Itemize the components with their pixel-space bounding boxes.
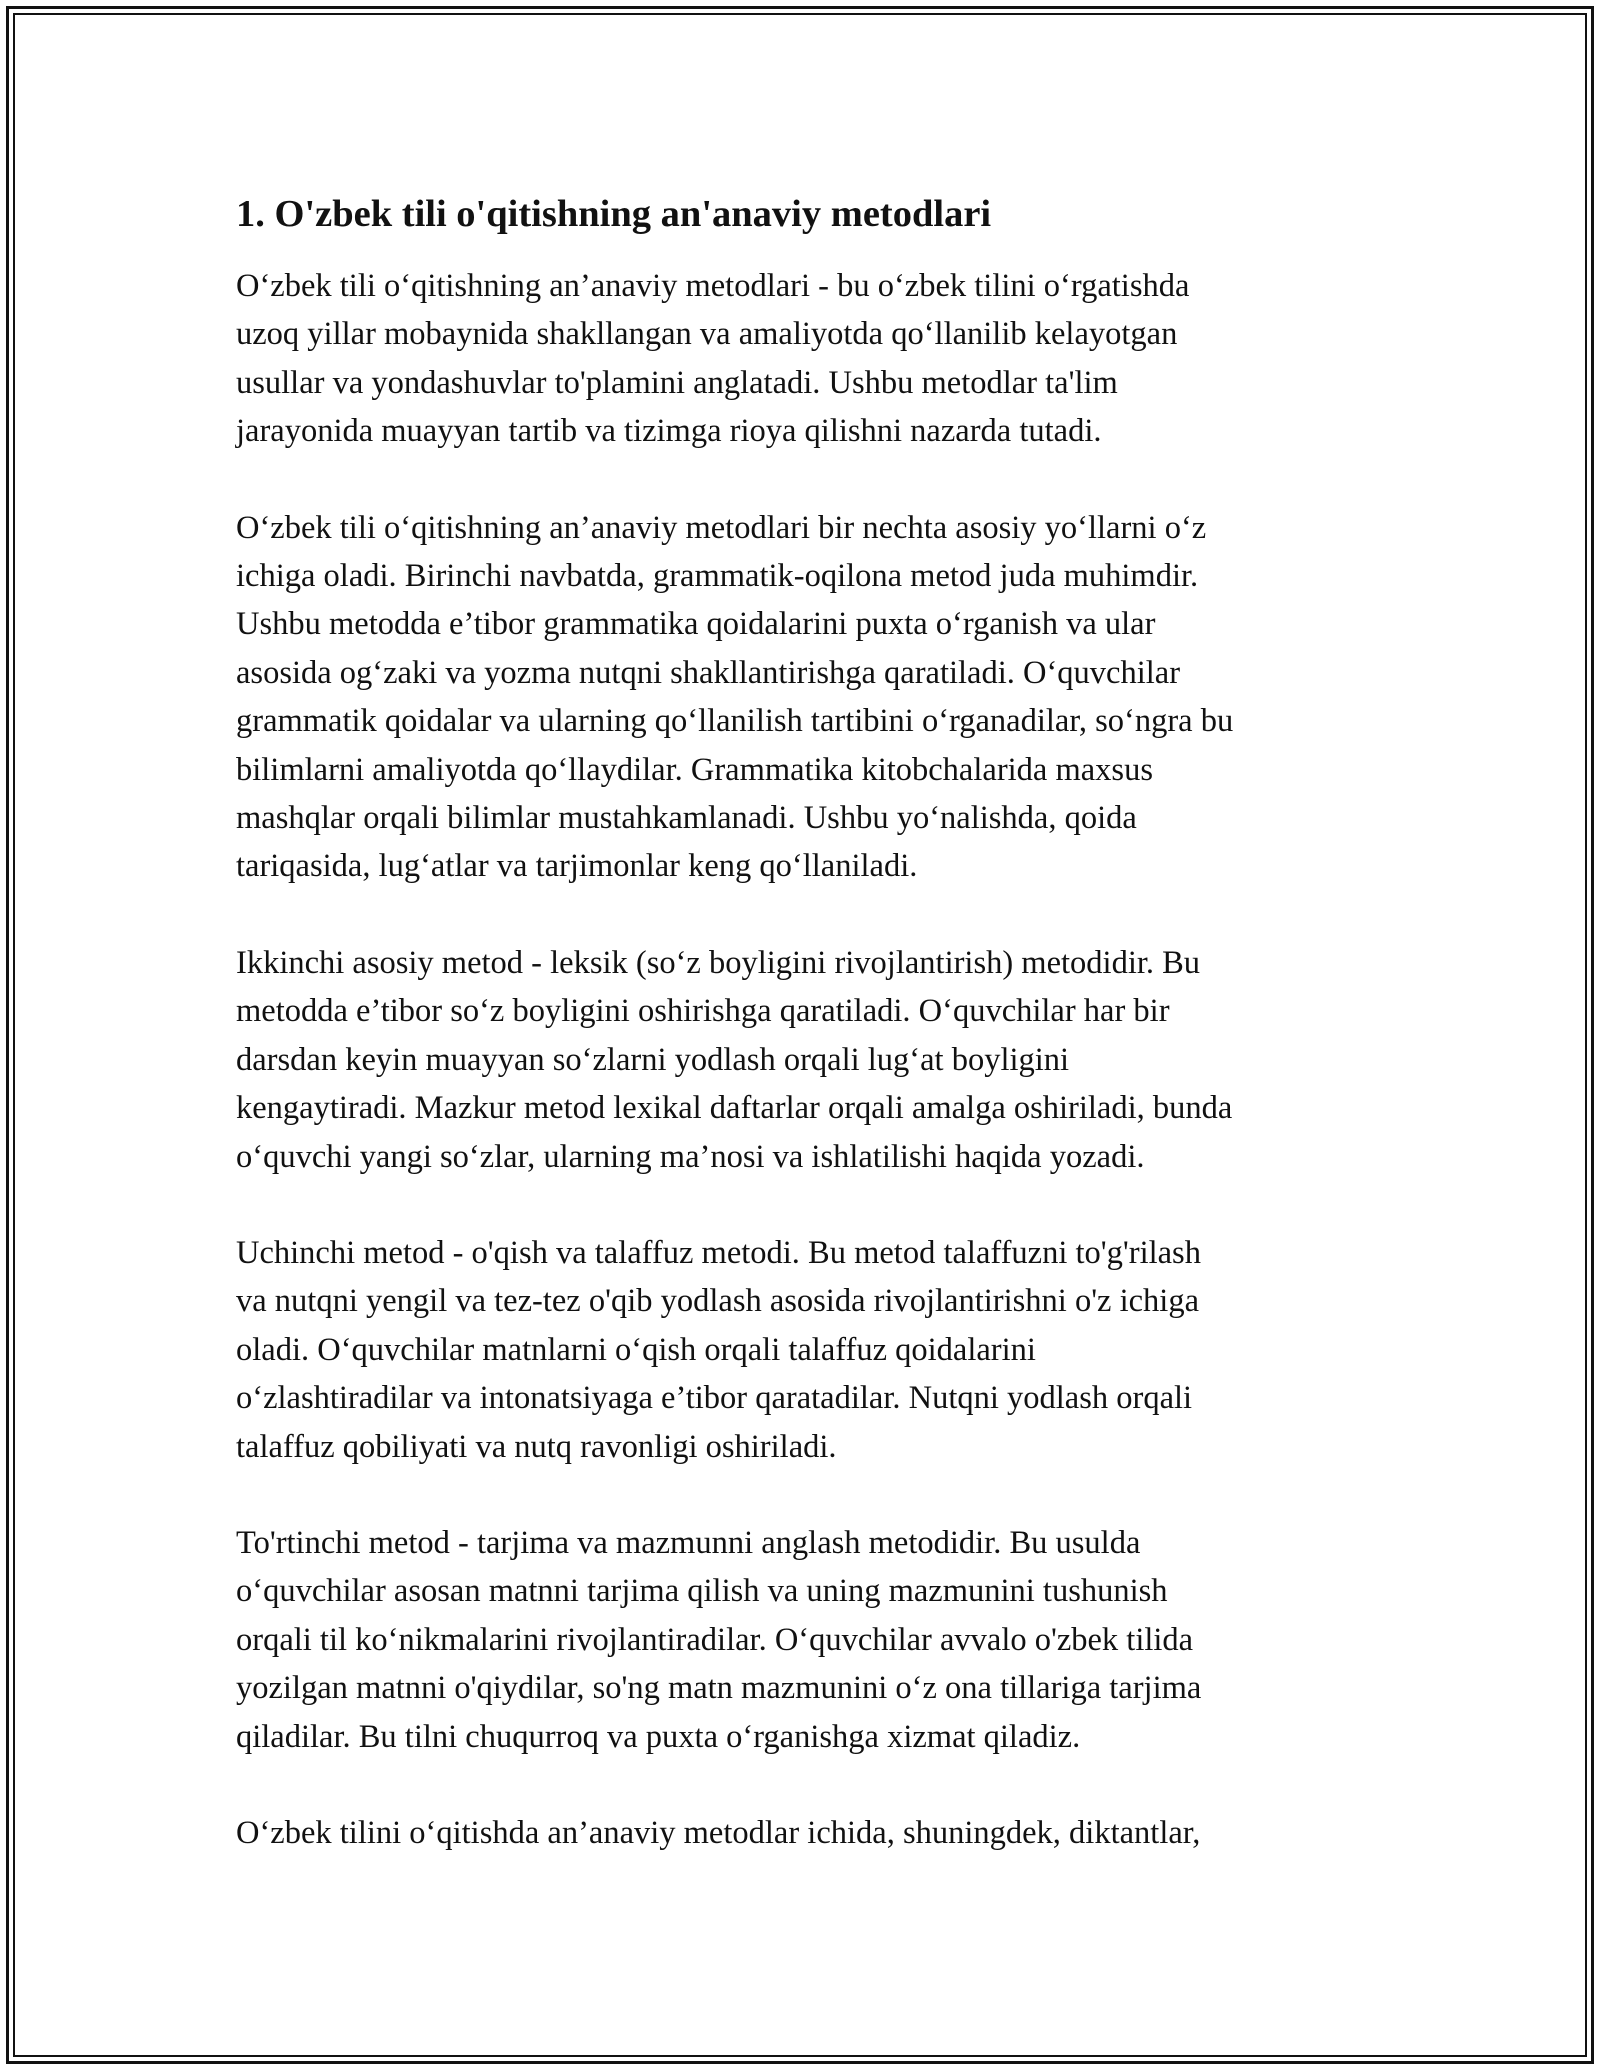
paragraph-2	[236, 504, 1366, 891]
paragraph-3	[236, 939, 1366, 1181]
text-line: To'rtinchi metod - tarjima va mazmunni anglash metodidir. Bu usulda	[236, 1524, 1141, 1561]
text-line: O‘zbek tili o‘qitishning an’anaviy metodlari bir nechta asosiy yo‘llarni o‘z	[236, 509, 1207, 546]
text-line: orqali til ko‘nikmalarini rivojlantiradilar. O‘quvchilar avvalo o'zbek tilida	[236, 1621, 1194, 1658]
text-line: va nutqni yengil va tez-tez o'qib yodlash asosida rivojlantirishni o'z ichiga	[236, 1283, 1200, 1320]
text-line: O‘zbek tili o‘qitishning an’anaviy metodlari - bu o‘zbek tilini o‘rgatishda	[236, 268, 1190, 304]
text-line: Ikkinchi asosiy metod - leksik (so‘z boyligini rivojlantirish) metodidir. Bu	[236, 944, 1201, 981]
paragraph-4	[236, 1229, 1366, 1471]
text-line: O‘zbek tilini o‘qitishda an’anaviy metodlar ichida, shuningdek, diktantlar,	[236, 1814, 1201, 1851]
text-line: yozilgan matnni o'qiydilar, so'ng matn mazmunini o‘z ona tillariga tarjima	[236, 1670, 1202, 1707]
text-line: Uchinchi metod - o'qish va talaffuz metodi. Bu metod talaffuzni to'g'rilash	[236, 1234, 1201, 1271]
text-line: talaffuz qobiliyati va nutq ravonligi oshiriladi.	[236, 1428, 837, 1465]
text-line: tariqasida, lug‘atlar va tarjimonlar keng qo‘llaniladi.	[236, 848, 918, 885]
text-line: uzoq yillar mobaynida shakllangan va amaliyotda qo‘llanilib kelayotgan	[236, 316, 1178, 353]
text-line: qiladilar. Bu tilni chuqurroq va puxta o‘rganishga xizmat qiladiz.	[236, 1718, 1081, 1755]
paragraph-5	[236, 1519, 1366, 1761]
paragraph-6	[236, 1809, 1366, 1857]
paragraph-1	[236, 262, 1366, 456]
text-line: bilimlarni amaliyotda qo‘llaydilar. Grammatika kitobchalarida maxsus	[236, 751, 1153, 788]
text-line: kengaytiradi. Mazkur metod lexikal daftarlar orqali amalga oshiriladi, bunda	[236, 1090, 1233, 1127]
text-line: ichiga oladi. Birinchi navbatda, grammatik-oqilona metod juda muhimdir.	[236, 558, 1199, 595]
text-line: o‘zlashtiradilar va intonatsiyaga e’tibor qaratadilar. Nutqni yodlash orqali	[236, 1380, 1193, 1417]
text-line: usullar va yondashuvlar to'plamini anglatadi. Ushbu metodlar ta'lim	[236, 364, 1118, 401]
text-line: oladi. O‘quvchilar matnlarni o‘qish orqali talaffuz qoidalarini	[236, 1331, 1036, 1368]
document-body	[236, 186, 1366, 1905]
text-line: jarayonida muayyan tartib va tizimga rioya qilishni nazarda tutadi.	[236, 413, 1102, 450]
text-line: grammatik qoidalar va ularning qo‘llanilish tartibini o‘rganadilar, so‘ngra bu	[236, 703, 1234, 740]
text-line: asosida og‘zaki va yozma nutqni shakllantirishga qaratiladi. O‘quvchilar	[236, 654, 1181, 691]
text-line: Ushbu metodda e’tibor grammatika qoidalarini puxta o‘rganish va ular	[236, 606, 1156, 643]
section-heading: 1. O'zbek tili o'qitishning an'anaviy metodlari	[236, 193, 992, 235]
text-line: mashqlar orqali bilimlar mustahkamlanadi. Ushbu yo‘nalishda, qoida	[236, 800, 1137, 837]
text-line: o‘quvchi yangi so‘zlar, ularning ma’nosi va ishlatilishi haqida yozadi.	[236, 1138, 1145, 1175]
text-line: metodda e’tibor so‘z boyligini oshirishga qaratiladi. O‘quvchilar har bir	[236, 993, 1170, 1030]
text-line: darsdan keyin muayyan so‘zlarni yodlash orqali lug‘at boyligini	[236, 1041, 1070, 1078]
text-line: o‘quvchilar asosan matnni tarjima qilish va uning mazmunini tushunish	[236, 1573, 1168, 1610]
